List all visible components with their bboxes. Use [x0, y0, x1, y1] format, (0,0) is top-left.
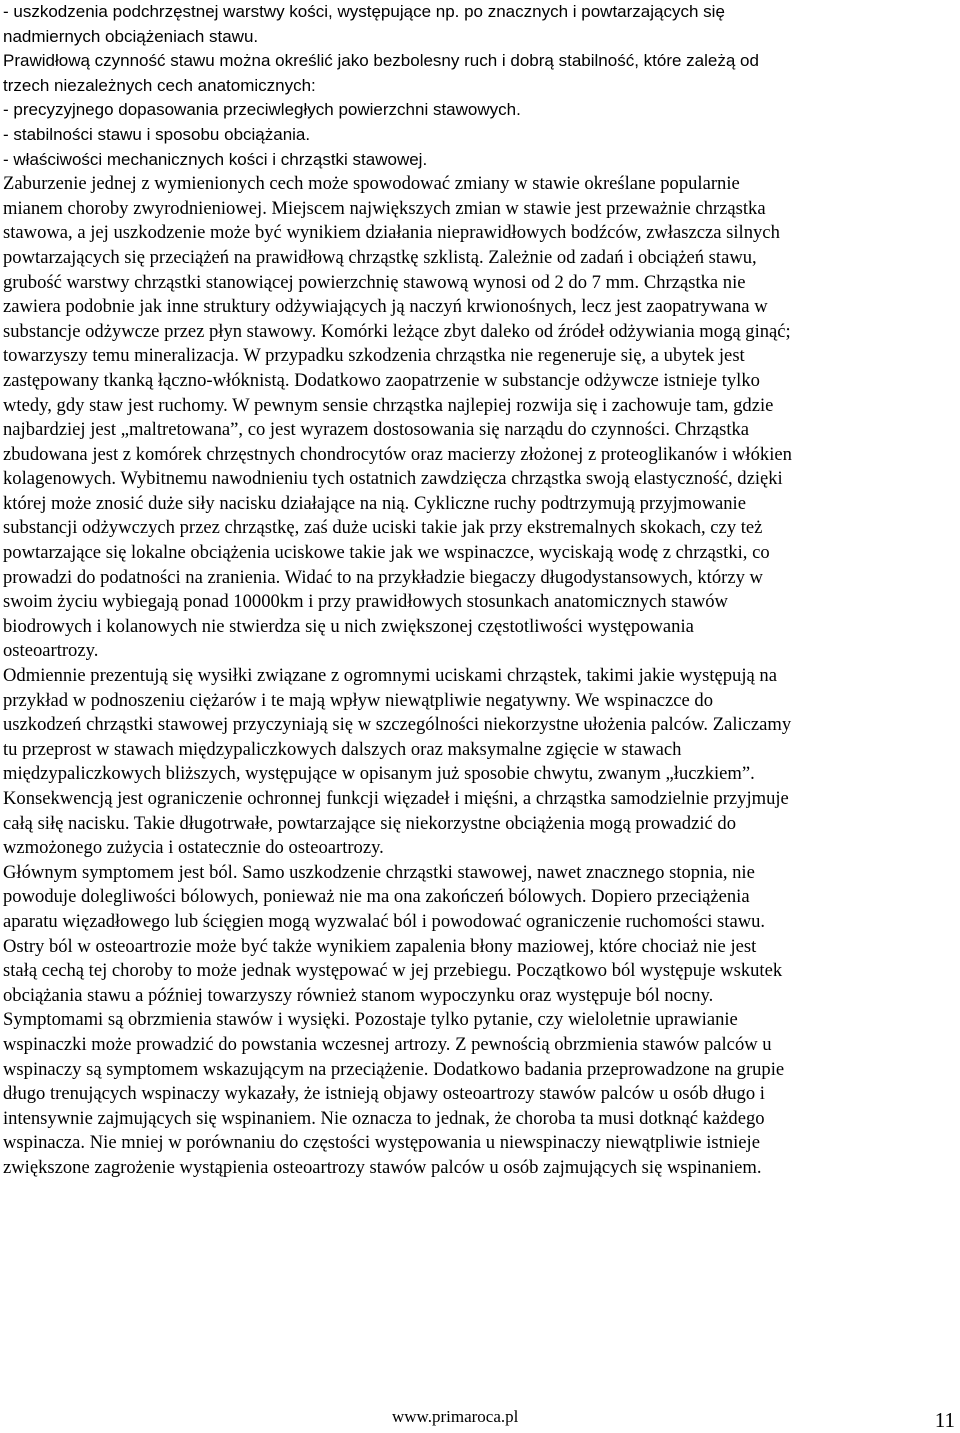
text-line: obciążania stawu a później towarzyszy również stanom wypoczynku oraz występuje ból nocny.	[3, 984, 714, 1006]
text-line: Konsekwencją jest ograniczenie ochronnej funkcji więzadeł i mięśni, a chrząstka samodzielnie przyjmuje	[3, 788, 789, 809]
text-line: powtarzających się przeciążeń na prawidłową chrząstkę szklistą. Zależnie od zadań i obciążeń stawu,	[3, 246, 757, 268]
paragraph	[3, 172, 952, 664]
paragraph	[3, 664, 952, 861]
text-line: towarzyszy temu mineralizacja. W przypadku szkodzenia chrząstka nie regeneruje się, a ubytek jest	[3, 345, 745, 367]
text-line: swoim życiu wybiegają ponad 10000km i przy prawidłowych stosunkach anatomicznych stawów	[3, 591, 728, 613]
text-line: wspinaczki może prowadzić do powstania wczesnej artrozy. Z pewnością obrzmienia stawów palców u	[3, 1033, 772, 1055]
text-line: aparatu więzadłowego lub ścięgien mogą wyzwalać ból i powodować ograniczenie ruchomości stawu.	[3, 910, 766, 932]
text-line: stawowa, a jej uszkodzenie może być wynikiem działania nieprawidłowych bodźców, zwłaszcza silnych	[3, 222, 780, 244]
paragraph	[3, 148, 952, 173]
text-line: mianem choroby zwyrodnieniowej. Miejscem największych zmian w stawie jest przeważnie chrząstka	[3, 197, 766, 219]
text-line: wspinaczy są symptomem wskazującym na przeciążenie. Dodatkowo badania przeprowadzone na grupie	[3, 1058, 785, 1080]
text-line: długo trenujących wspinaczy wykazały, że istnieją objawy osteoartrozy stawów palców u osób długo i	[3, 1083, 765, 1105]
text-line: zawiera podobnie jak inne struktury odżywiających ją naczyń krwionośnych, lecz jest zaopatrywana w	[3, 296, 768, 318]
text-line: wtedy, gdy staw jest ruchomy. W pewnym sensie chrząstka najlepiej rozwija się i zachowuje tam, gdzie	[3, 394, 774, 416]
text-line: przykład w podnoszeniu ciężarów i te mają wpływ niewątpliwie negatywny. We wspinaczce do	[3, 689, 713, 711]
footer-url: www.primaroca.pl	[392, 1407, 519, 1426]
text-line: Prawidłową czynność stawu można określić jako bezbolesny ruch i dobrą stabilność, które zależą od	[3, 51, 759, 71]
text-line: prowadzi do podatności na zranienia. Widać to na przykładzie biegaczy długodystansowych, którzy w	[3, 566, 763, 588]
text-line: zastępowany tkanką łączno-włóknistą. Dodatkowo zaopatrzenie w substancje odżywcze istnieje tylko	[3, 369, 760, 391]
text-line: osteoartrozy.	[3, 640, 99, 662]
text-line: międzypaliczkowych bliższych, występujące w opisanym już sposobie chwytu, zwanym „łuczkiem”.	[3, 763, 755, 785]
text-line: zbudowana jest z komórek chrzęstnych chondrocytów oraz macierzy złożonej z proteoglikanów i włókien	[3, 443, 792, 465]
text-line: biodrowych i kolanowych nie stwierdza się u nich zwiększonej częstotliwości występowania	[3, 615, 694, 637]
text-line: Zaburzenie jednej z wymienionych cech może spowodować zmiany w stawie określane popularnie	[3, 173, 740, 195]
text-line: trzech niezależnych cech anatomicznych:	[3, 75, 316, 95]
paragraph	[3, 123, 952, 148]
text-line: tu przeprost w stawach międzypaliczkowych dalszych oraz maksymalne zgięcie w stawach	[3, 738, 682, 760]
text-line: Odmiennie prezentują się wysiłki związane z ogromnymi uciskami chrząstek, takimi jakie występują na	[3, 665, 777, 687]
text-line: której może znosić duże siły nacisku działające na nią. Cykliczne ruchy podtrzymują przyjmowanie	[3, 492, 746, 514]
text-line: - uszkodzenia podchrzęstnej warstwy kości, występujące np. po znacznych i powtarzających się	[3, 2, 725, 21]
text-line: powtarzające się lokalne obciążenia uciskowe takie jak we wspinaczce, wyciskają wodę z chrząstki, co	[3, 542, 770, 564]
text-line: wspinacza. Nie mniej w porównaniu do częstości występowania u niewspinaczy niewątpliwie istnieje	[3, 1132, 760, 1154]
text-line: uszkodzeń chrząstki stawowej przyczyniają się w szczególności niekorzystne ułożenia palców. Zaliczamy	[3, 714, 792, 736]
text-line: grubość warstwy chrząstki stanowiącej powierzchnię stawową wynosi od 2 do 7 mm. Chrząstka nie	[3, 271, 746, 293]
text-line: Ostry ból w osteoartrozie może być także wynikiem zapalenia błony maziowej, które chociaż nie jest	[3, 935, 757, 957]
document-body	[3, 0, 952, 1181]
text-line: substancje odżywcze przez płyn stawowy. Komórki leżące zbyt daleko od źródeł odżywiania mogą ginąć;	[3, 320, 791, 342]
text-line: nadmiernych obciążeniach stawu.	[3, 26, 259, 46]
text-line: wzmożonego zużycia i ostatecznie do osteoartrozy.	[3, 837, 384, 859]
text-line: całą siłę nacisku. Takie długotrwałe, powtarzające się niekorzystne obciążenia mogą prowadzić do	[3, 812, 737, 834]
paragraph	[3, 98, 952, 123]
paragraph	[3, 49, 952, 98]
text-line: Symptomami są obrzmienia stawów i wysięki. Pozostaje tylko pytanie, czy wieloletnie uprawianie	[3, 1009, 738, 1031]
text-line: Głównym symptomem jest ból. Samo uszkodzenie chrząstki stawowej, nawet znacznego stopnia, nie	[3, 861, 755, 883]
text-line: - precyzyjnego dopasowania przeciwległych powierzchni stawowych.	[3, 100, 521, 120]
text-line: stałą cechą tej choroby to może jednak występować w jej przebiegu. Początkowo ból występuje wskutek	[3, 960, 783, 982]
paragraph	[3, 0, 952, 49]
text-line: powoduje dolegliwości bólowych, ponieważ nie ma ona zakończeń bólowych. Dopiero przeciążenia	[3, 886, 750, 908]
text-line: - stabilności stawu i sposobu obciążania.	[3, 124, 311, 144]
text-line: kolagenowych. Wybitnemu nawodnieniu tych ostatnich zawdzięcza chrząstka swoją elastyczność, dzięki	[3, 468, 783, 490]
page-number: 11	[934, 1408, 955, 1432]
text-line: substancji odżywczych przez chrząstkę, zaś duże uciski takie jak przy ekstremalnych skokach, czy też	[3, 517, 763, 539]
paragraph	[3, 861, 952, 1181]
text-line: intensywnie zajmujących się wspinaniem. Nie oznacza to jednak, że choroba ta musi dotknąć każdego	[3, 1107, 765, 1129]
text-line: zwiększone zagrożenie wystąpienia osteoartrozy stawów palców u osób zajmujących się wspinaniem.	[3, 1156, 762, 1178]
text-line: - właściwości mechanicznych kości i chrząstki stawowej.	[3, 149, 428, 169]
text-line: najbardziej jest „maltretowana”, co jest wyrazem dostosowania się narządu do czynności. Chrząstka	[3, 419, 750, 441]
